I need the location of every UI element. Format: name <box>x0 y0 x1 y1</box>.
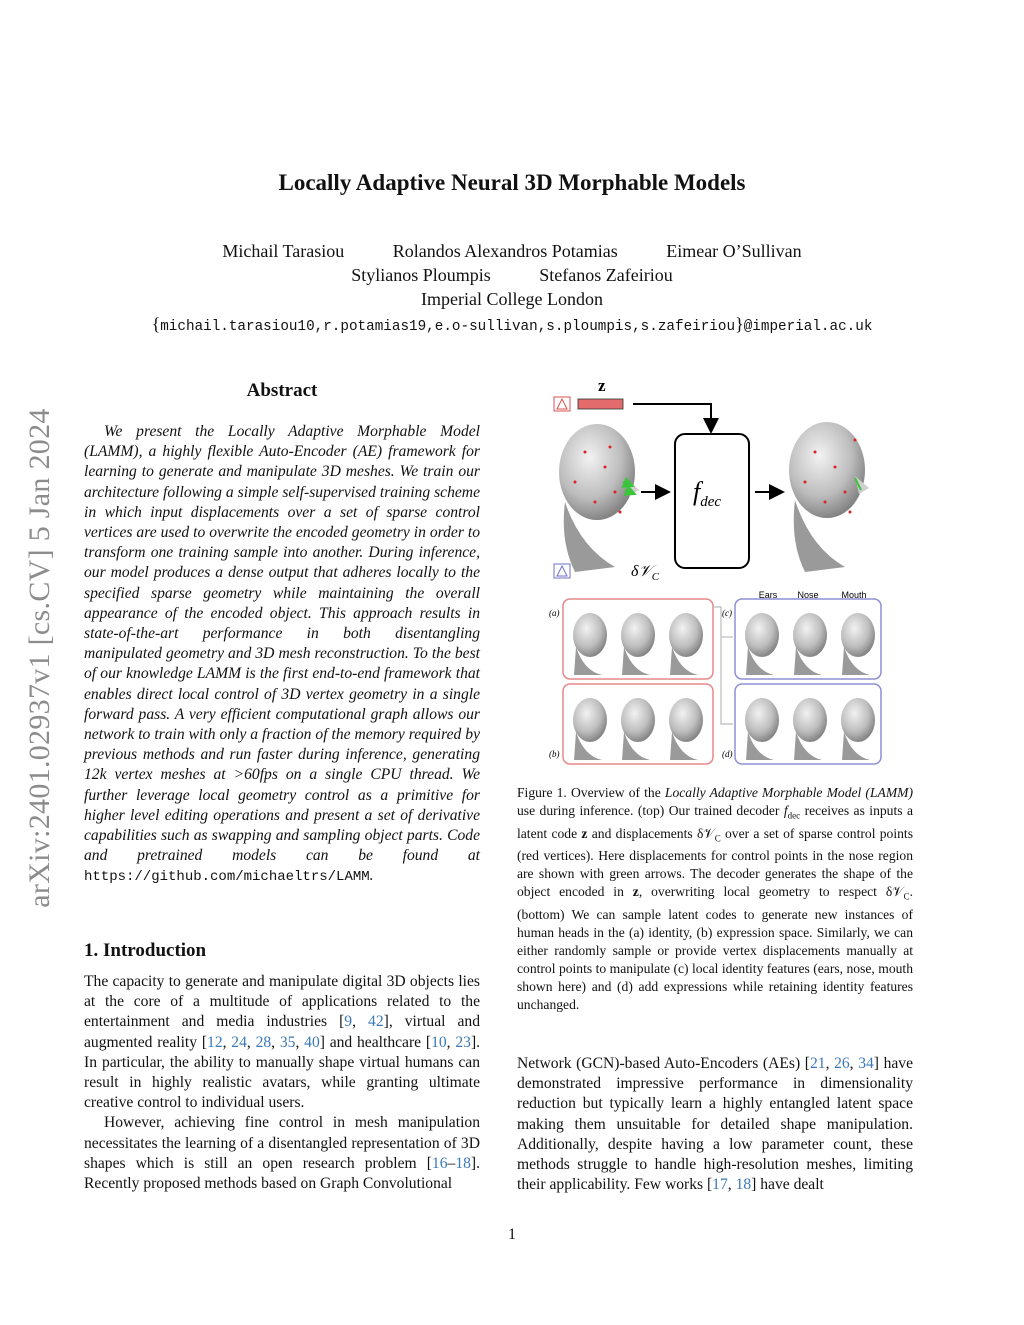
sampled-head <box>669 613 703 657</box>
text-run: ], virtual and augmented reality [ <box>84 1013 480 1051</box>
panel-d-label: (d) <box>722 749 733 759</box>
sampled-head <box>621 613 655 657</box>
authors-line-2 <box>0 265 1024 286</box>
citation-link[interactable]: 9 <box>344 1013 353 1031</box>
output-head-mesh <box>789 422 869 572</box>
triangle-icon-red <box>554 397 570 411</box>
sampled-head <box>745 613 779 657</box>
text-run: Network (GCN)-based Auto-Encoders (AEs) [ <box>517 1055 810 1072</box>
delta-vc-label: δ𝒱$_C$ <box>631 563 660 583</box>
subscript: C <box>903 892 910 903</box>
label-nose: Nose <box>797 590 819 600</box>
page-number: 1 <box>508 1226 516 1243</box>
citation-link[interactable]: 17 <box>712 1176 728 1194</box>
text-run: , <box>727 1176 736 1194</box>
text-run: , <box>849 1055 859 1072</box>
abstract-heading: Abstract <box>246 380 318 401</box>
sampled-head <box>793 613 827 657</box>
text-run: ] and healthcare [ <box>319 1033 432 1051</box>
text-run: – <box>447 1154 456 1172</box>
text-run: , <box>222 1033 232 1051</box>
fdec-label: $f_{dec}$ <box>693 477 722 510</box>
label-ears: Ears <box>758 590 778 600</box>
arxiv-sidebar-stamp: arXiv:2401.02937v1 [cs.CV] 5 Jan 2024 <box>23 408 56 908</box>
sampled-head <box>793 698 827 742</box>
text-run: ]. In particular, the ability to manually shape virtual humans can result in highly realistic avatars, while granting ultimate creative control to individual users. <box>84 1033 481 1112</box>
sampled-head <box>573 698 607 742</box>
citation-link[interactable]: 42 <box>368 1013 384 1031</box>
text-run: Figure 1. Overview of the <box>517 785 665 800</box>
panel-c-label: (c) <box>722 608 732 618</box>
text-run: ]. Recently proposed methods based on Graph Convolutional <box>84 1154 480 1193</box>
latent-code-bar <box>578 399 623 409</box>
sampled-head <box>573 613 607 657</box>
sampled-heads-grid <box>573 613 875 760</box>
text-run: . (bottom) We can sample latent codes to generate new instances of human heads in the (a) identity, (b) expression space. Similarly, we can either randomly sample or provide vertex displacements manually at control points to manipulate (c) local identity features (ears, nose, mouth shown here) and (d) add expressions while retaining identity features unchanged. <box>517 884 913 1013</box>
sampled-head <box>841 698 875 742</box>
citation-link[interactable]: 35 <box>279 1033 296 1051</box>
text-run: , <box>825 1055 835 1072</box>
citation-link[interactable]: 12 <box>207 1033 223 1051</box>
text-run: receives as inputs a latent code <box>517 803 913 841</box>
text-run: , <box>295 1033 305 1051</box>
text-run: ] have demonstrated impressive performance in dimensionality reduction but typically learn a highly entangled latent space making them unsuitable for detailed shape manipulation. Additionally, despite having a low parameter count, these methods struggle to handle high-resolution meshes, limiting their applicability. Few works [ <box>517 1055 914 1194</box>
intro-paragraph-2 <box>84 1113 480 1194</box>
panel-b-label: (b) <box>549 749 560 759</box>
affiliation: Imperial College London <box>421 289 603 309</box>
author-name: Stylianos Ploumpis <box>351 265 491 285</box>
citation-link[interactable]: 24 <box>231 1033 247 1051</box>
author-name: Rolandos Alexandros Potamias <box>392 241 618 261</box>
z-arrow <box>633 404 711 430</box>
bold-symbol: z <box>632 884 639 900</box>
triangle-icon-blue <box>554 564 570 578</box>
panel-a-label: (a) <box>549 608 560 618</box>
text-run: , <box>446 1033 456 1051</box>
author-name: Stefanos Zafeiriou <box>539 265 673 285</box>
sampled-head <box>841 613 875 657</box>
subscript: C <box>714 833 721 844</box>
sampled-head <box>621 698 655 742</box>
bold-symbol: z <box>581 825 588 841</box>
citation-link[interactable]: 18 <box>455 1154 471 1172</box>
text-run: over a set of sparse control points (red vertices). Here displacements for control points in the nose region are shown with green arrows. The decoder generates the shape of the object encoded in <box>517 825 913 900</box>
intro-paragraph-1 <box>84 972 480 1113</box>
author-emails: {michail.tarasiou10,r.potamias19,e.o-sullivan,s.ploumpis,s.zafeiriou}@imperial.ac.uk <box>151 314 873 335</box>
citation-link[interactable]: 40 <box>304 1033 320 1051</box>
text-run: and displacements δ𝒱 <box>587 825 715 841</box>
section-heading-introduction: 1. Introduction <box>84 940 207 961</box>
figure-1 <box>545 372 915 777</box>
authors-line-1 <box>0 241 1024 262</box>
subscript: dec <box>787 810 801 821</box>
italic-text: Locally Adaptive Morphable Model (LAMM) <box>664 785 913 800</box>
text-run: , overwriting local geometry to respect δ𝒱 <box>638 884 904 900</box>
code-link[interactable]: https://github.com/michaeltrs/LAMM <box>84 869 370 886</box>
panel-connector <box>713 607 733 724</box>
citation-link[interactable]: 10 <box>431 1033 447 1051</box>
text-run: ] have dealt <box>751 1176 824 1194</box>
figure-1-caption <box>517 784 913 1014</box>
author-name: Eimear O’Sullivan <box>666 241 802 261</box>
text-run: However, achieving fine control in mesh manipulation necessitates the learning of a disentangled representation of 3D shapes which is still an open research problem [ <box>84 1114 480 1172</box>
text-run: The capacity to generate and manipulate digital 3D objects lies at the core of a multitude of applications related to the entertainment and media industries [ <box>84 973 480 1031</box>
label-mouth: Mouth <box>841 590 867 600</box>
introduction-body <box>84 972 480 1194</box>
introduction-continued <box>517 1054 913 1195</box>
citation-link[interactable]: 21 <box>809 1055 826 1072</box>
citation-link[interactable]: 34 <box>858 1055 874 1072</box>
text-run: , <box>246 1033 256 1051</box>
sampled-head <box>669 698 703 742</box>
abstract-body: We present the Locally Adaptive Morphable Model (LAMM), a highly flexible Auto-Encoder (AE) framework for learning to generate and manipulate 3D meshes. We train our architecture following a simple self-supervised training scheme in which input displacements over a set of sparse control vertices are used to overwrite the encoded geometry in order to transform one training sample into another. During inference, our model produces a dense output that adheres locally to the specified sparse geometry while maintaining the overall appearance of the encoded object. This approach results in state-of-the-art performance in both disentangling manipulated geometry and 3D mesh reconstruction. To the best of our knowledge LAMM is the first end-to-end framework that enables direct local control of 3D vertex geometry in a single forward pass. A very efficient computational graph allows our network to train with only a fraction of the memory required by previous methods and run faster during inference, generating 12k vertex meshes at >60fps on a single CPU thread. We further leverage local geometry control as a primitive for higher level editing operations and present a set of derivative capabilities such as swapping and sampling object parts. Code and pretrained models can be found at https://github.com/michaeltrs/LAMM. <box>84 423 480 886</box>
citation-link[interactable]: 28 <box>255 1033 272 1051</box>
citation-link[interactable]: 18 <box>735 1176 752 1194</box>
author-name: Michail Tarasiou <box>222 241 345 261</box>
text-run: , <box>352 1013 369 1031</box>
citation-link[interactable]: 23 <box>455 1033 471 1051</box>
input-head-mesh <box>559 424 639 572</box>
citation-link[interactable]: 16 <box>431 1154 448 1172</box>
citation-link[interactable]: 26 <box>834 1055 850 1072</box>
text-run: , <box>271 1033 280 1051</box>
paper-title: Locally Adaptive Neural 3D Morphable Models <box>278 170 746 195</box>
text-run: use during inference. (top) Our trained decoder <box>517 803 784 818</box>
z-label: z <box>598 376 606 395</box>
sampled-head <box>745 698 779 742</box>
italic-text: f <box>783 803 788 818</box>
